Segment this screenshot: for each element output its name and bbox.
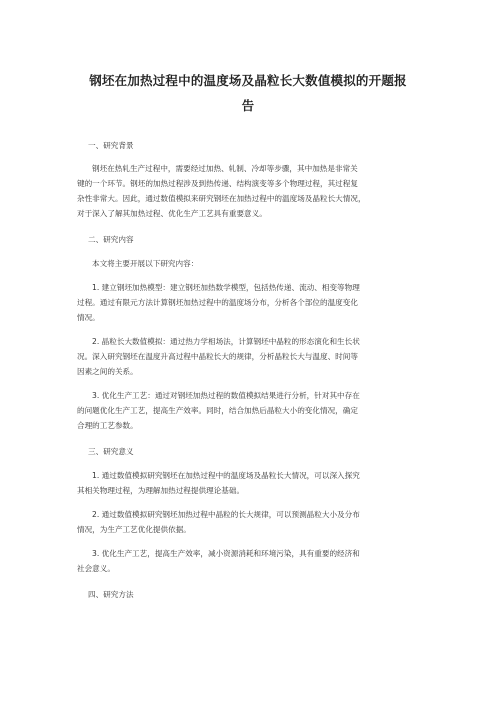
paragraph-line: 3. 优化生产工艺：通过对钢坯加热过程的数值模拟结果进行分析，针对其中存在 xyxy=(92,391,360,400)
paragraph-line: 对于深入了解其加热过程、优化生产工艺具有重要意义。 xyxy=(77,209,267,218)
paragraph-line: 钢坯在热轧生产过程中，需要经过加热、轧制、冷却等步骤，其中加热是非常关 xyxy=(92,164,358,173)
paragraph-line: 因素之间的关系。 xyxy=(77,367,138,376)
paragraph-line: 杂性非常大。因此，通过数值模拟来研究钢坯在加热过程中的温度场及晶粒长大情况， xyxy=(77,194,366,203)
paragraph-line: 合理的工艺参数。 xyxy=(77,421,138,430)
paragraph-line: 情况。 xyxy=(77,313,100,322)
paragraph-line: 本文将主要开展以下研究内容： xyxy=(92,259,199,268)
section-heading-method: 四、研究方法 xyxy=(88,590,134,599)
paragraph-line: 2. 晶粒长大数值模拟：通过热力学相场法，计算钢坯中晶粒的形态演化和生长状 xyxy=(92,337,360,346)
paragraph-line: 社会意义。 xyxy=(77,564,115,573)
document-title-line-1: 钢坯在加热过程中的温度场及晶粒长大数值模拟的开题报 xyxy=(89,73,407,88)
paragraph-line: 况。深入研究钢坯在温度升高过程中晶粒长大的规律，分析晶粒长大与温度、时间等 xyxy=(77,352,358,361)
paragraph-line: 3. 优化生产工艺，提高生产效率，减小资源消耗和环境污染，具有重要的经济和 xyxy=(92,549,360,558)
paragraph-line: 其相关物理过程，为理解加热过程提供理论基础。 xyxy=(77,486,245,495)
paragraph-line: 1. 通过数值模拟研究钢坯在加热过程中的温度场及晶粒长大情况，可以深入探究 xyxy=(92,471,360,480)
paragraph-line: 过程。通过有限元方法计算钢坯加热过程中的温度场分布，分析各个部位的温度变化 xyxy=(77,298,358,307)
section-heading-background: 一、研究背景 xyxy=(88,141,134,150)
paragraph-line: 的问题优化生产工艺，提高生产效率。同时，结合加热后晶粒大小的变化情况，确定 xyxy=(77,406,358,415)
section-heading-content: 二、研究内容 xyxy=(88,235,134,244)
paragraph-line: 1. 建立钢坯加热模型：建立钢坯加热数学模型，包括热传递、流动、相变等物理 xyxy=(92,283,360,292)
paragraph-line: 键的一个环节。钢坯的加热过程涉及到热传递、结构演变等多个物理过程，其过程复 xyxy=(77,179,358,188)
paragraph-line: 情况，为生产工艺优化提供依据。 xyxy=(77,525,191,534)
paragraph-line: 2. 通过数值模拟研究钢坯加热过程中晶粒的长大规律，可以预测晶粒大小及分布 xyxy=(92,510,360,519)
section-heading-significance: 三、研究意义 xyxy=(88,447,134,456)
document-title-line-2: 告 xyxy=(241,98,255,113)
